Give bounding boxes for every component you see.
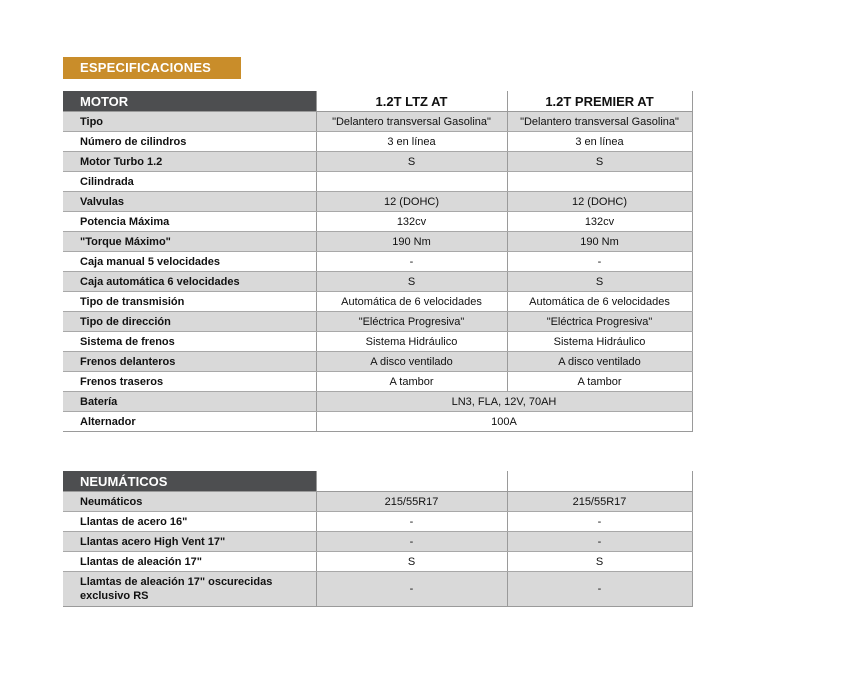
- row-value-premier: 3 en línea: [507, 132, 692, 152]
- row-value-premier: A tambor: [507, 372, 692, 392]
- row-value-merged: 100A: [316, 412, 692, 432]
- row-label: Tipo: [63, 112, 316, 132]
- table-row: [63, 392, 692, 412]
- row-value-ltz: -: [316, 532, 507, 552]
- row-label: Caja automática 6 velocidades: [63, 272, 316, 292]
- table-row: [63, 312, 692, 332]
- row-value-premier: "Delantero transversal Gasolina": [507, 112, 692, 132]
- row-value-ltz: 190 Nm: [316, 232, 507, 252]
- row-value-premier: -: [507, 252, 692, 272]
- table-row: [63, 352, 692, 372]
- table-row: [63, 532, 692, 552]
- row-label: Llantas de aleación 17": [63, 552, 316, 572]
- column-header-premier: 1.2T PREMIER AT: [507, 91, 692, 112]
- row-label: Potencia Máxima: [63, 212, 316, 232]
- row-value-premier: S: [507, 152, 692, 172]
- table-row: [63, 552, 692, 572]
- motor-header-row: [63, 91, 692, 112]
- table-row: [63, 272, 692, 292]
- row-label: Llantas acero High Vent 17": [63, 532, 316, 552]
- row-label: Neumáticos: [63, 492, 316, 512]
- row-label: Motor Turbo 1.2: [63, 152, 316, 172]
- table-row: [63, 172, 692, 192]
- row-value-ltz: [316, 172, 507, 192]
- row-label: Número de cilindros: [63, 132, 316, 152]
- row-value-ltz: S: [316, 152, 507, 172]
- motor-header: MOTOR: [63, 91, 316, 112]
- table-row: [63, 332, 692, 352]
- table-row: [63, 132, 692, 152]
- row-value-ltz: 132cv: [316, 212, 507, 232]
- row-label: Alternador: [63, 412, 316, 432]
- row-value-ltz: Sistema Hidráulico: [316, 332, 507, 352]
- row-value-ltz: A disco ventilado: [316, 352, 507, 372]
- row-label: Batería: [63, 392, 316, 412]
- tires-spec-table: [63, 471, 693, 607]
- row-label: Valvulas: [63, 192, 316, 212]
- table-row: [63, 512, 692, 532]
- table-row: [63, 232, 692, 252]
- row-value-merged: LN3, FLA, 12V, 70AH: [316, 392, 692, 412]
- table-row: [63, 572, 692, 607]
- row-value-premier: Sistema Hidráulico: [507, 332, 692, 352]
- row-label: Llamtas de aleación 17" oscurecidas exclusivo RS: [63, 572, 316, 607]
- motor-spec-table: [63, 91, 693, 432]
- row-label: "Torque Máximo": [63, 232, 316, 252]
- tires-column-blank-2: [507, 471, 692, 492]
- row-value-premier: -: [507, 572, 692, 607]
- row-value-ltz: 215/55R17: [316, 492, 507, 512]
- row-value-premier: S: [507, 552, 692, 572]
- row-label: Llantas de acero 16": [63, 512, 316, 532]
- table-row: [63, 412, 692, 432]
- table-row: [63, 112, 692, 132]
- row-value-ltz: Automática de 6 velocidades: [316, 292, 507, 312]
- table-row: [63, 192, 692, 212]
- column-header-ltz: 1.2T LTZ AT: [316, 91, 507, 112]
- row-value-premier: "Eléctrica Progresiva": [507, 312, 692, 332]
- row-value-ltz: -: [316, 252, 507, 272]
- tires-header: NEUMÁTICOS: [63, 471, 316, 492]
- row-label: Caja manual 5 velocidades: [63, 252, 316, 272]
- row-label: Frenos traseros: [63, 372, 316, 392]
- row-value-ltz: S: [316, 272, 507, 292]
- row-value-ltz: -: [316, 572, 507, 607]
- table-row: [63, 372, 692, 392]
- row-value-ltz: 12 (DOHC): [316, 192, 507, 212]
- row-value-premier: 132cv: [507, 212, 692, 232]
- row-value-ltz: "Eléctrica Progresiva": [316, 312, 507, 332]
- row-value-premier: 215/55R17: [507, 492, 692, 512]
- row-value-premier: S: [507, 272, 692, 292]
- row-label: Tipo de transmisión: [63, 292, 316, 312]
- row-value-premier: 190 Nm: [507, 232, 692, 252]
- row-label: Cilindrada: [63, 172, 316, 192]
- row-value-ltz: S: [316, 552, 507, 572]
- table-row: [63, 492, 692, 512]
- row-value-ltz: A tambor: [316, 372, 507, 392]
- section-banner: ESPECIFICACIONES: [63, 57, 241, 79]
- row-label: Sistema de frenos: [63, 332, 316, 352]
- table-row: [63, 252, 692, 272]
- table-row: [63, 152, 692, 172]
- row-value-premier: -: [507, 512, 692, 532]
- row-value-premier: A disco ventilado: [507, 352, 692, 372]
- row-label: Tipo de dirección: [63, 312, 316, 332]
- table-row: [63, 292, 692, 312]
- table-row: [63, 212, 692, 232]
- row-value-premier: Automática de 6 velocidades: [507, 292, 692, 312]
- row-value-ltz: 3 en línea: [316, 132, 507, 152]
- row-value-premier: [507, 172, 692, 192]
- tires-column-blank-1: [316, 471, 507, 492]
- row-value-ltz: -: [316, 512, 507, 532]
- row-label: Frenos delanteros: [63, 352, 316, 372]
- row-value-premier: -: [507, 532, 692, 552]
- row-value-ltz: "Delantero transversal Gasolina": [316, 112, 507, 132]
- row-value-premier: 12 (DOHC): [507, 192, 692, 212]
- tires-header-row: [63, 471, 692, 492]
